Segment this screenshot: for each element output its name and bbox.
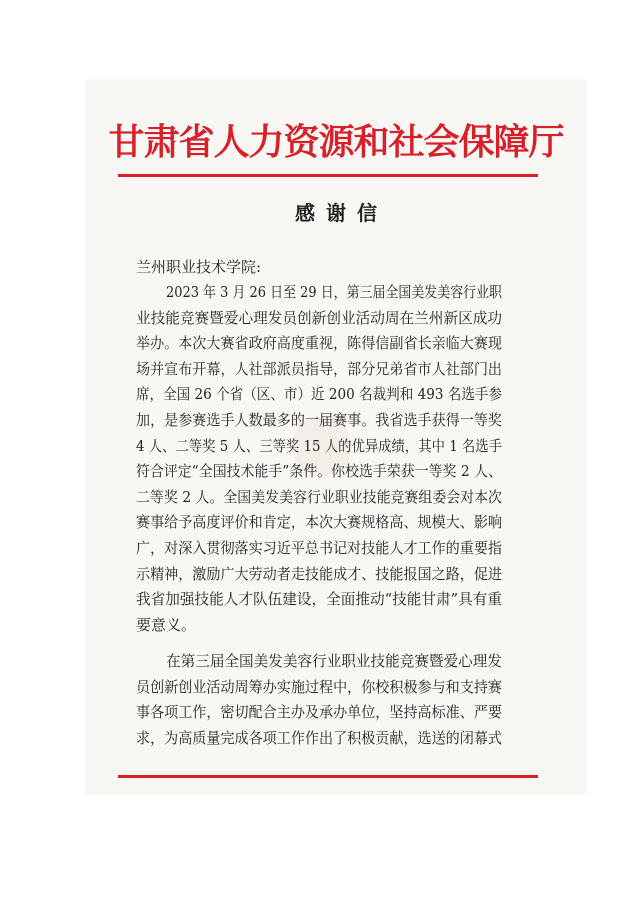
letter-salutation: 兰州职业技术学院:: [136, 258, 262, 276]
letter-body-line: 事各项工作，密切配合主办及承办单位，坚持高标准、严要: [136, 703, 502, 722]
letter-body-line: 赛事给予高度评价和肯定，本次大赛规格高、规模大、影响: [136, 513, 502, 532]
letter-body-line: 场并宣布开幕，人社部派员指导，部分兄弟省市人社部门出: [136, 359, 502, 378]
letter-body-line: 广，对深入贯彻落实习近平总书记对技能人才工作的重要指: [136, 539, 502, 557]
letter-body-line: 符合评定“全国技术能手”条件。你校选手荣获一等奖 2 人、: [136, 462, 502, 481]
letterhead-organization: 甘肃省人力资源和社会保障厅: [108, 122, 564, 163]
letter-body-line: 求，为高质量完成各项工作作出了积极贡献，选送的闭幕式: [136, 728, 502, 747]
footer-red-rule: [118, 775, 538, 778]
letter-body-line: 2023 年 3 月 26 日至 29 日，第三届全国美发美容行业职: [166, 283, 502, 301]
letter-body-line: 4 人、二等奖 5 人、三等奖 15 人的优异成绩，其中 1 名选手: [136, 436, 503, 455]
letter-body-line: 我省加强技能人才队伍建设，全面推动“技能甘肃”具有重: [136, 590, 502, 609]
letter-title: 感谢信: [295, 201, 388, 225]
letter-body-line: 员创新创业活动周筹办实施过程中，你校积极参与和支持赛: [136, 677, 502, 696]
letter-body-line: 在第三届全国美发美容行业职业技能竞赛暨爱心理发: [166, 652, 503, 670]
letter-body-line: 举办。本次大赛省政府高度重视，陈得信副省长亲临大赛现: [136, 334, 502, 353]
letter-body-line: 示精神，激励广大劳动者走技能成才、技能报国之路，促进: [136, 564, 502, 583]
letter-body-line: 二等奖 2 人。全国美发美容行业职业技能竞赛组委会对本次: [136, 487, 502, 506]
letter-body-line: 要意义。: [136, 615, 197, 634]
letter-body-line: 加，是参赛选手人数最多的一届赛事。我省选手获得一等奖: [136, 411, 502, 429]
letter-body-line: 席，全国 26 个省（区、市）近 200 名裁判和 493 名选手参: [136, 385, 503, 404]
letter-body-line: 业技能竞赛暨爱心理发员创新创业活动周在兰州新区成功: [136, 308, 503, 327]
letterhead-red-rule: [118, 174, 538, 177]
